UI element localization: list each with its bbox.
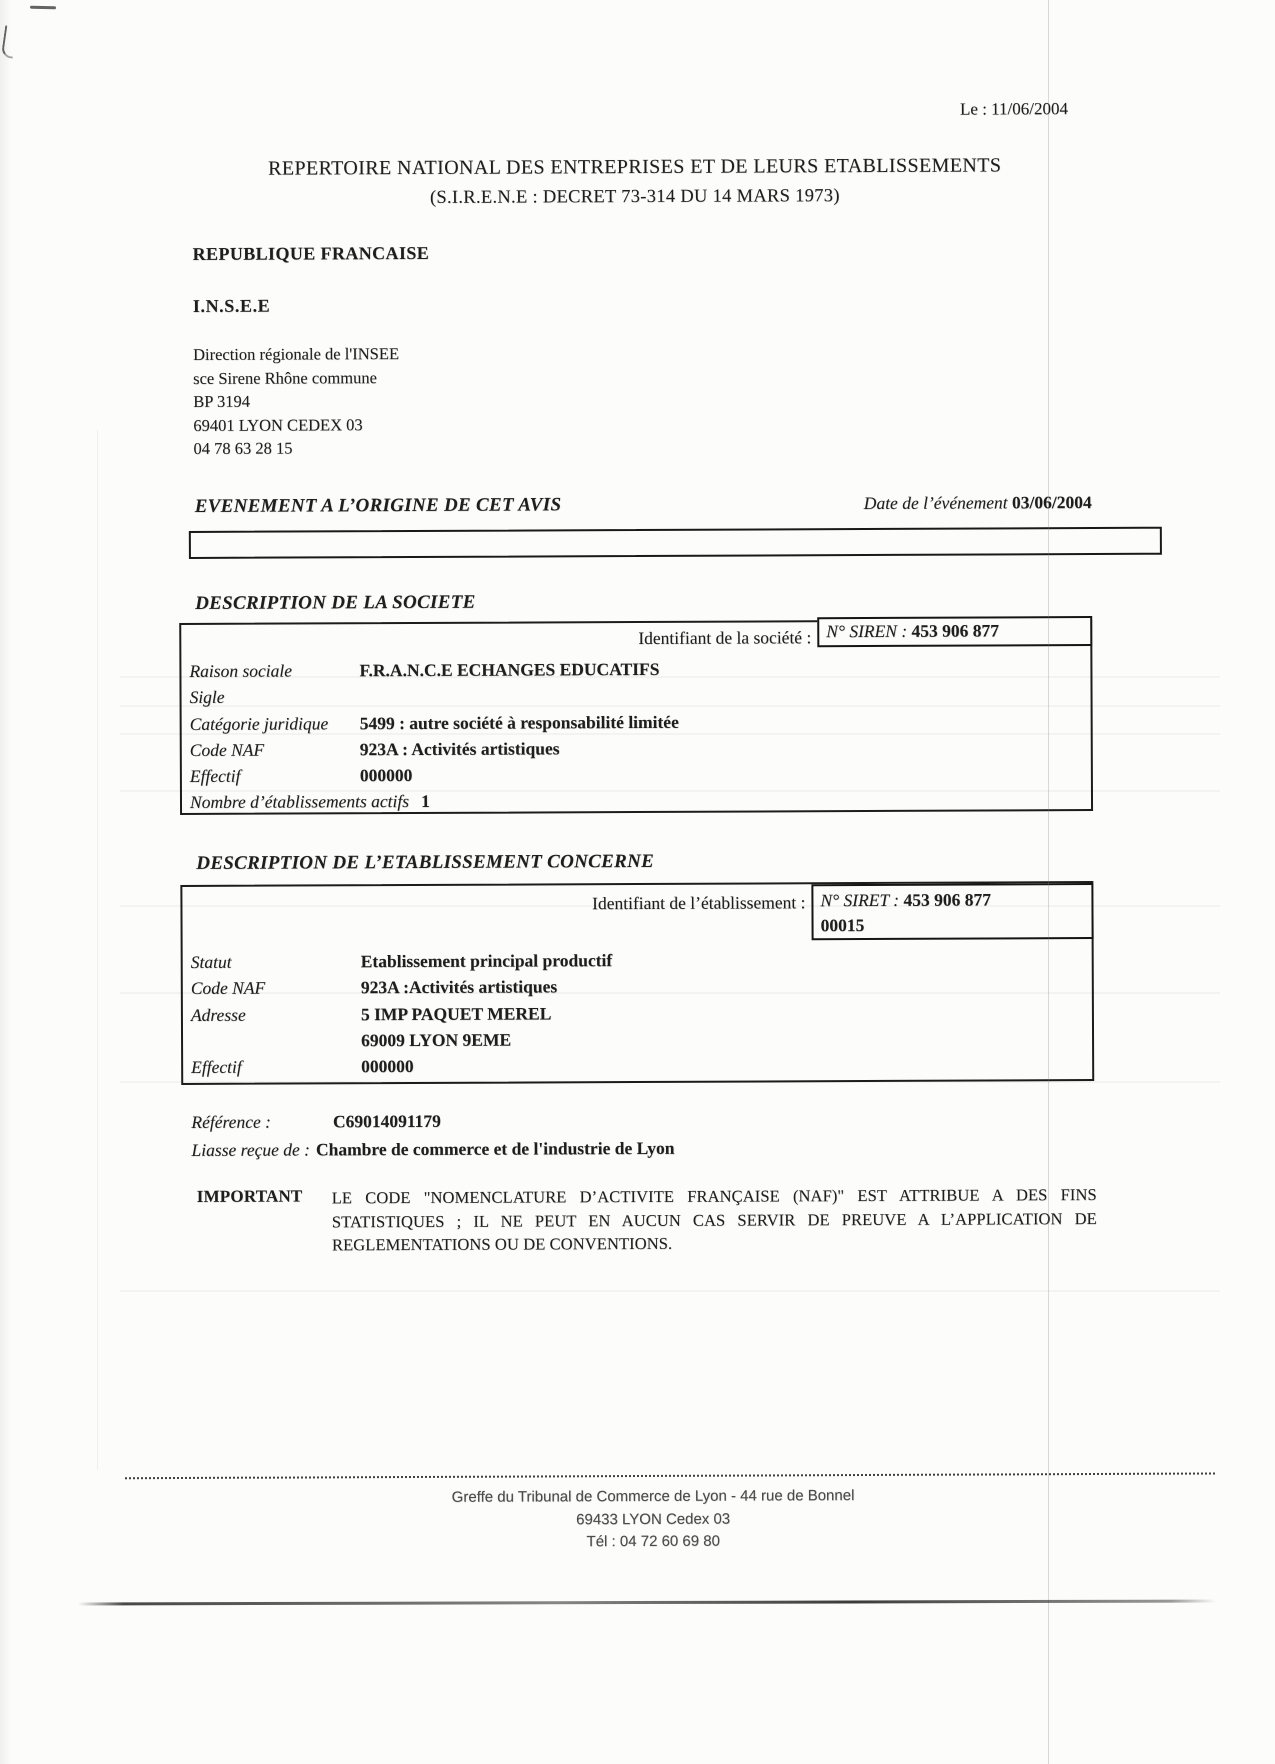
scan-streak [120,992,1220,994]
scan-edge-shade [0,0,12,1764]
field-value: 000000 [359,765,413,786]
important-notice [197,1183,1097,1257]
print-date: Le : 11/06/2004 [959,99,1068,119]
company-identifier-label: Identifiant de la société : [638,627,812,649]
field-row [191,973,613,1001]
document-subtitle: (S.I.R.E.N.E : DECRET 73-314 DU 14 MARS 1973) [429,186,840,208]
field-value: 5499 : autre société à responsabilité limitée [359,711,679,733]
footer-divider [125,1472,1216,1479]
field-value: 5 IMP PAQUET MEREL [360,1002,552,1024]
field-label: Nombre d’établissements actifs [189,791,410,813]
footer-line: 69433 LYON Cedex 03 [576,1510,731,1528]
liasse-value: Chambre de commerce et de l'industrie de Lyon [315,1137,675,1160]
field-label: Effectif [191,1056,242,1078]
reference-row [191,1111,441,1133]
field-row [189,656,678,684]
field-label: Raison sociale [189,660,293,681]
scan-top-mark [30,6,56,10]
establishment-identifier-label: Identifiant de l’établissement : [592,892,806,914]
establishment-section-heading: DESCRIPTION DE L’ETABLISSEMENT CONCERNE [196,850,655,874]
event-date-value: 03/06/2004 [1011,492,1092,513]
field-value: 000000 [361,1056,414,1077]
scan-left-streak [97,430,98,1470]
siren-box [817,616,1092,647]
event-date-label: Date de l’événement [863,492,1013,514]
scan-vertical-streak [1048,0,1049,1764]
scan-streak [120,905,1220,907]
sender-address-line: 69401 LYON CEDEX 03 [193,414,363,435]
reference-value: C69014091179 [332,1110,441,1132]
liasse-label: Liasse reçue de : [191,1139,310,1160]
scan-streak [120,733,1220,735]
field-value: 69009 LYON 9EME [361,1029,512,1051]
field-row [191,947,613,975]
field-value: F.R.A.N.C.E ECHANGES EDUCATIFS [359,658,660,681]
footer-address-block [93,1484,1213,1556]
republic-label: REPUBLIQUE FRANCAISE [192,242,430,264]
field-label: Code NAF [190,977,266,999]
scan-streak [120,790,1220,792]
agency-label: I.N.S.E.E [192,295,271,316]
sender-address-line: sce Sirene Rhône commune [193,367,377,388]
field-value: 923A : Activités artistiques [359,738,560,760]
siret-line1 [820,887,1084,913]
field-label [191,1046,361,1047]
field-label: Effectif [189,765,241,787]
sender-address-block [193,342,399,460]
footer-line: Greffe du Tribunal de Commerce de Lyon - 44 rue de Bonnel [451,1487,855,1506]
field-label: Code NAF [189,739,265,760]
field-label: Catégorie juridique [189,712,329,734]
field-value: 1 [421,791,430,812]
event-section-heading: EVENEMENT A L’ORIGINE DE CET AVIS [194,494,562,517]
important-text: LE CODE "NOMENCLATURE D’ACTIVITE FRANÇAISE (NAF)" EST ATTRIBUE A DES FINS STATISTIQUES ; IL NE PEUT EN AUCUN CAS SERVIR DE PREUVE A L’APPLICATION DE REGLEMENTATIONS OU DE CONVENTIONS. [331,1185,1097,1255]
scan-streak [120,1290,1220,1292]
event-date [759,492,1092,514]
siret-label: N° SIRET : [820,889,904,911]
sender-address-line: BP 3194 [193,391,251,411]
footer-phone: Tél : 04 72 60 69 80 [586,1532,720,1551]
siret-nic-value: 00015 [820,915,865,936]
siret-box [811,883,1093,940]
siren-value: 453 906 877 [911,620,1000,641]
field-row [191,1000,613,1028]
important-label: IMPORTANT [196,1186,303,1206]
field-label: Sigle [189,687,225,708]
field-row [191,1026,613,1054]
company-section-heading: DESCRIPTION DE LA SOCIETE [195,591,476,614]
scan-streak [120,676,1220,678]
field-value: 923A :Activités artistiques [360,976,558,998]
field-label: Statut [190,951,232,972]
field-row [190,735,679,763]
siret-value: 453 906 877 [903,889,991,910]
establishment-fields [191,947,613,1080]
liasse-row [191,1138,674,1161]
field-row [191,1052,613,1080]
reference-label: Référence : [191,1111,271,1132]
field-label: Adresse [190,1004,246,1025]
sender-phone: 04 78 63 28 15 [193,438,293,458]
sender-address-line: Direction régionale de l'INSEE [193,344,400,364]
scan-streak [120,705,1220,707]
siren-label: N° SIREN : [826,620,912,642]
field-row [190,761,679,789]
scan-streak [120,1081,1220,1083]
event-value-box [189,527,1162,559]
field-value: Etablissement principal productif [360,950,613,972]
document-title: REPERTOIRE NATIONAL DES ENTREPRISES ET DE LEURS ETABLISSEMENTS [268,154,1002,180]
